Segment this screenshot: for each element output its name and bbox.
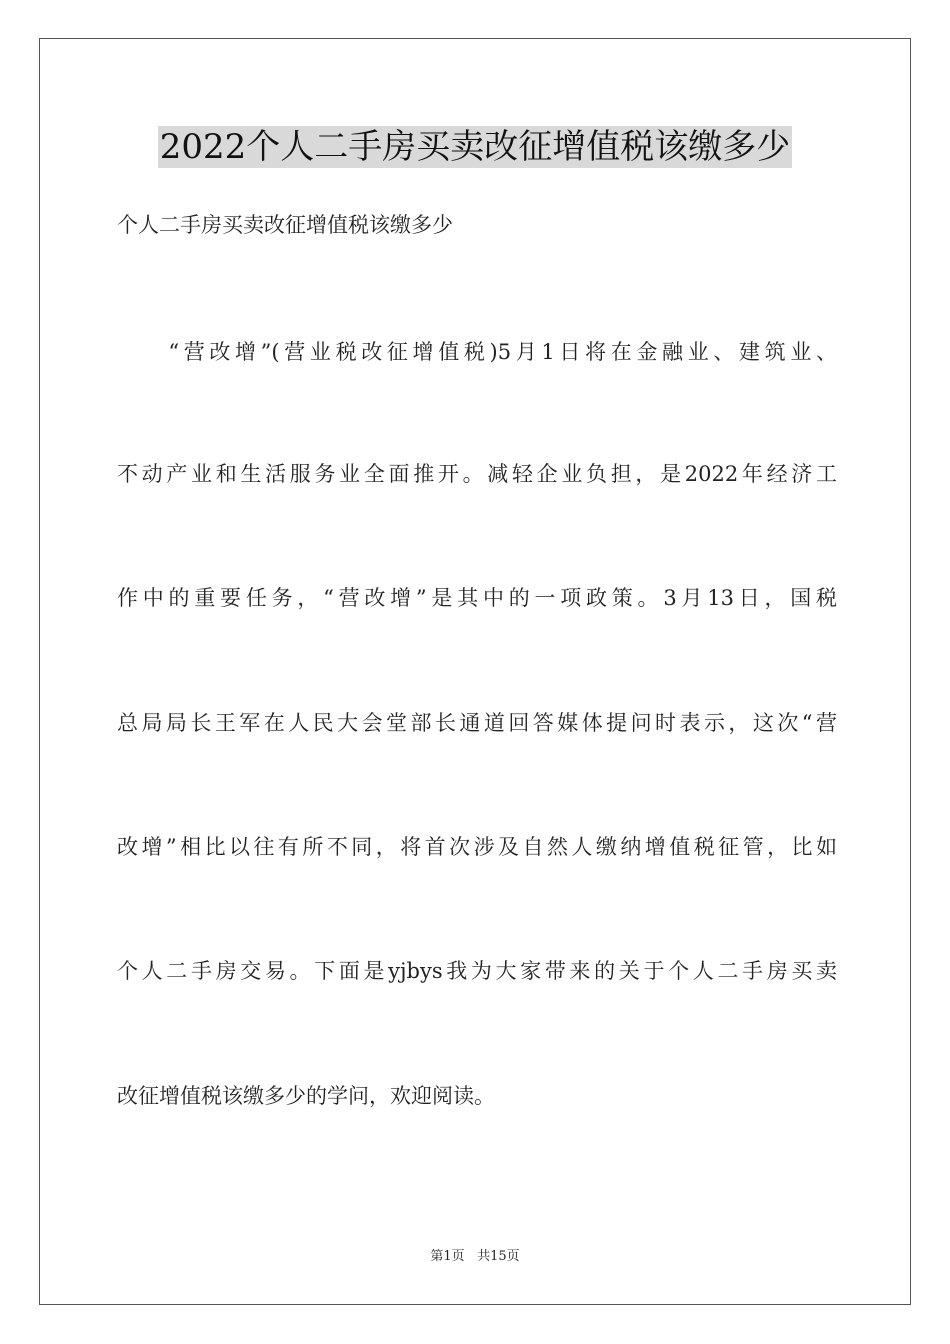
body-line-2: 不动产业和生活服务业全面推开。减轻企业负担，是2022年经济工 xyxy=(117,462,837,486)
title-container xyxy=(0,126,950,168)
body-line-6: 个人二手房交易。下面是yjbys我为大家带来的关于个人二手房买卖 xyxy=(117,959,837,983)
body-line-7: 改征增值税该缴多少的学问，欢迎阅读。 xyxy=(117,1084,495,1108)
body-line-3: 作中的重要任务，“营改增”是其中的一项政策。3月13日，国税 xyxy=(117,586,837,610)
page-number: 第1页 xyxy=(430,1249,465,1264)
body-line-5: 改增”相比以往有所不同，将首次涉及自然人缴纳增值税征管，比如 xyxy=(117,835,837,859)
document-subtitle: 个人二手房买卖改征增值税该缴多少 xyxy=(117,213,453,237)
page-total: 共15页 xyxy=(477,1249,520,1264)
body-line-4: 总局局长王军在人民大会堂部长通道回答媒体提问时表示，这次“营 xyxy=(117,711,837,735)
body-line-1: “营改增”(营业税改征增值税)5月1日将在金融业、建筑业、 xyxy=(117,340,837,364)
document-title: 2022个人二手房买卖改征增值税该缴多少 xyxy=(159,127,791,167)
page-footer xyxy=(0,1248,950,1266)
